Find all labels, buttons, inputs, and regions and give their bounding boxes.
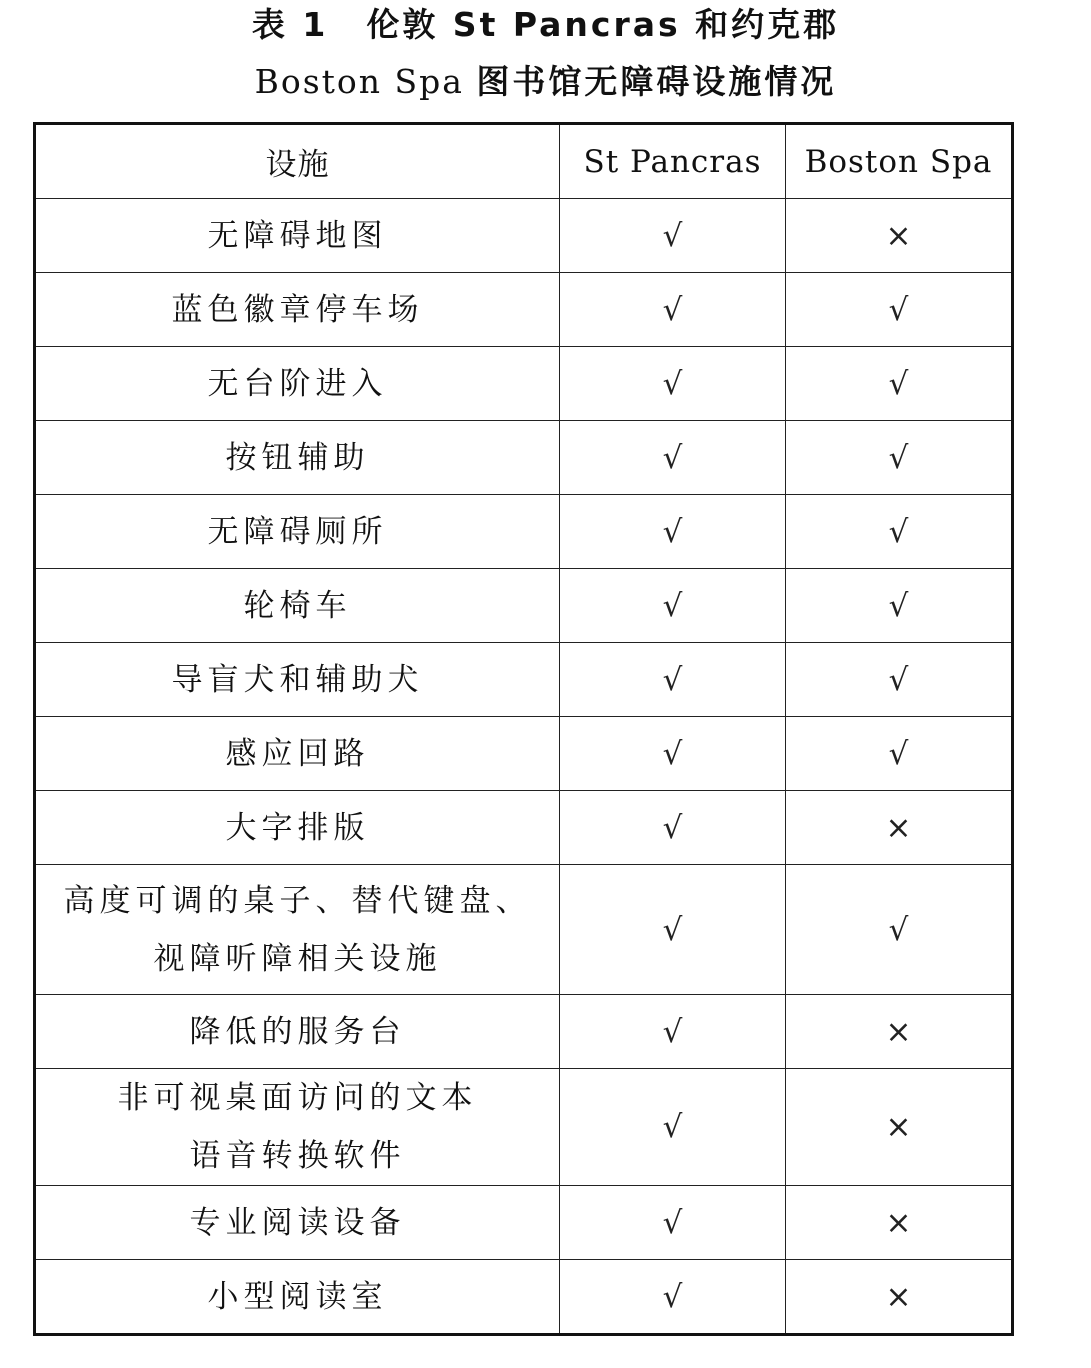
- st-pancras-mark: √: [560, 347, 786, 421]
- table-row: [35, 1186, 1013, 1260]
- facility-name: 无台阶进入: [35, 347, 560, 421]
- table-row: [35, 1069, 1013, 1186]
- st-pancras-mark: √: [560, 1260, 786, 1335]
- table-caption-line-1: [0, 5, 1091, 45]
- table-row: [35, 199, 1013, 273]
- boston-spa-mark: ×: [786, 1260, 1013, 1335]
- boston-spa-mark: √: [786, 717, 1013, 791]
- boston-spa-mark: ×: [786, 791, 1013, 865]
- st-pancras-mark: √: [560, 995, 786, 1069]
- facility-name: [35, 1069, 560, 1186]
- table-row: [35, 643, 1013, 717]
- boston-spa-mark: ×: [786, 1186, 1013, 1260]
- st-pancras-mark: √: [560, 717, 786, 791]
- table-header-row: [35, 124, 1013, 199]
- facility-name: 导盲犬和辅助犬: [35, 643, 560, 717]
- table-row: [35, 569, 1013, 643]
- st-pancras-mark: √: [560, 643, 786, 717]
- st-pancras-mark: √: [560, 569, 786, 643]
- facility-name-line-2: 语音转换软件: [189, 1138, 406, 1174]
- st-pancras-mark: √: [560, 421, 786, 495]
- header-st-pancras: St Pancras: [560, 124, 786, 199]
- facility-name: 降低的服务台: [35, 995, 560, 1069]
- facilities-table: [33, 122, 1014, 1336]
- table-row: [35, 421, 1013, 495]
- table-row: [35, 717, 1013, 791]
- table-row: [35, 347, 1013, 421]
- table-row: [35, 995, 1013, 1069]
- header-boston-spa: Boston Spa: [786, 124, 1013, 199]
- st-pancras-mark: √: [560, 199, 786, 273]
- header-facility: 设施: [35, 124, 560, 199]
- facility-name-line-2: 视障听障相关设施: [153, 940, 442, 977]
- st-pancras-mark: √: [560, 1186, 786, 1260]
- table-row: [35, 495, 1013, 569]
- boston-spa-mark: ×: [786, 995, 1013, 1069]
- table-row: [35, 273, 1013, 347]
- facility-name: 轮椅车: [35, 569, 560, 643]
- facility-name: 专业阅读设备: [35, 1186, 560, 1260]
- st-pancras-mark: √: [560, 791, 786, 865]
- table-row: [35, 865, 1013, 995]
- facility-name: 感应回路: [35, 717, 560, 791]
- facility-name: 按钮辅助: [35, 421, 560, 495]
- boston-spa-mark: √: [786, 273, 1013, 347]
- boston-spa-mark: √: [786, 643, 1013, 717]
- facility-name-line-1: 高度可调的桌子、替代键盘、: [63, 882, 532, 919]
- st-pancras-mark: √: [560, 495, 786, 569]
- boston-spa-mark: √: [786, 865, 1013, 995]
- table-title-latin: Boston Spa: [254, 62, 464, 101]
- table-title-part-1: 伦敦 St Pancras 和约克郡: [366, 5, 840, 44]
- st-pancras-mark: √: [560, 273, 786, 347]
- facility-name: 无障碍厕所: [35, 495, 560, 569]
- st-pancras-mark: √: [560, 1069, 786, 1186]
- boston-spa-mark: √: [786, 569, 1013, 643]
- boston-spa-mark: ×: [786, 199, 1013, 273]
- table-number-label: 表 1: [251, 5, 329, 44]
- boston-spa-mark: √: [786, 347, 1013, 421]
- table-row: [35, 791, 1013, 865]
- facility-name: 无障碍地图: [35, 199, 560, 273]
- facility-name: 大字排版: [35, 791, 560, 865]
- table-row: [35, 1260, 1013, 1335]
- st-pancras-mark: √: [560, 865, 786, 995]
- boston-spa-mark: ×: [786, 1069, 1013, 1186]
- facility-name: [35, 865, 560, 995]
- facility-name: 小型阅读室: [35, 1260, 560, 1335]
- table-title-part-2: 图书馆无障碍设施情况: [476, 62, 837, 101]
- boston-spa-mark: √: [786, 495, 1013, 569]
- boston-spa-mark: √: [786, 421, 1013, 495]
- facility-name: 蓝色徽章停车场: [35, 273, 560, 347]
- table-caption-line-2: [0, 62, 1091, 102]
- facility-name-line-1: 非可视桌面访问的文本: [117, 1080, 478, 1116]
